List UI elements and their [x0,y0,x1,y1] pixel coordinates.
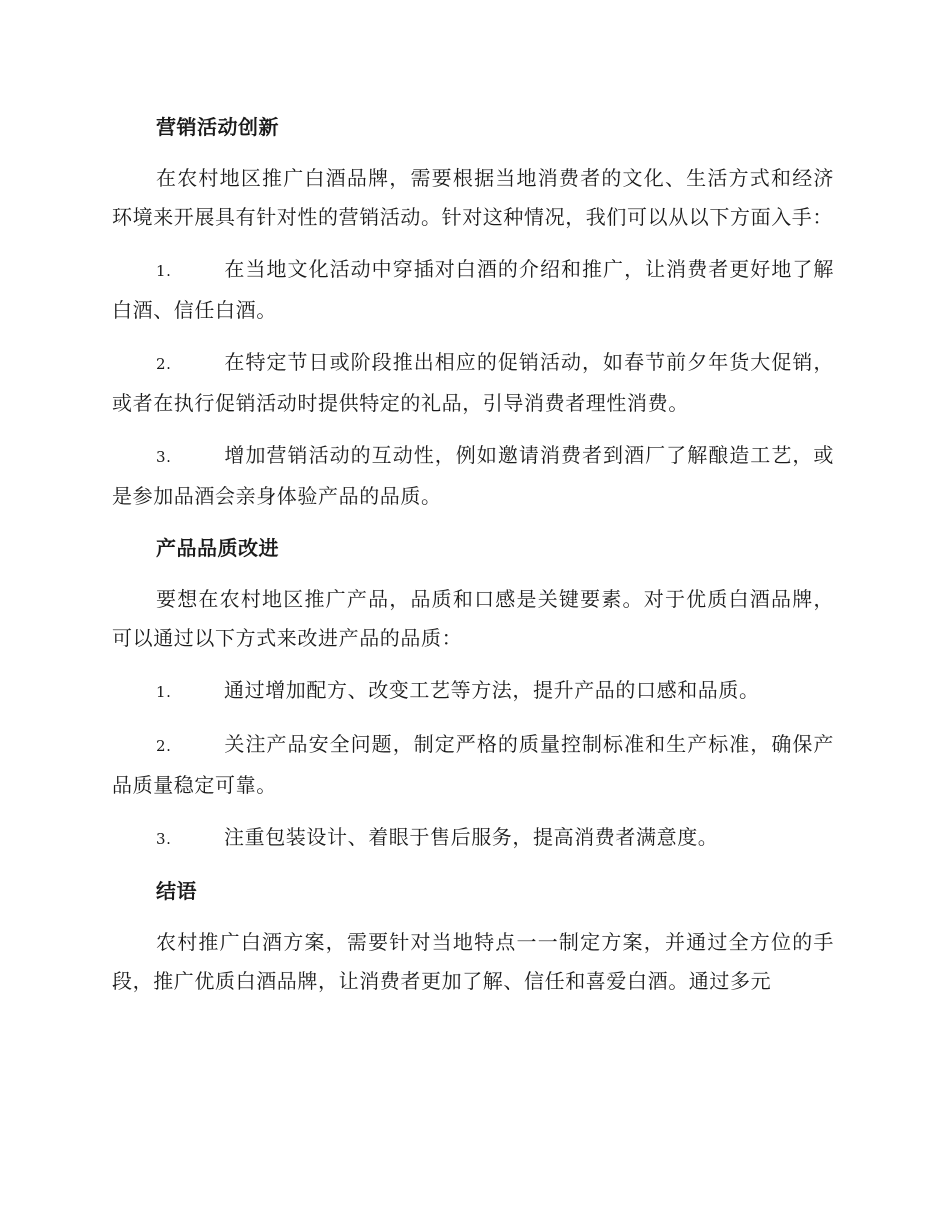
list-item [112,818,834,859]
list-item [112,725,834,805]
list-item-text: 关注产品安全问题，制定严格的质量控制标准和生产标准，确保产品质量稳定可靠。 [112,732,834,797]
section-intro-quality: 要想在农村地区推广产品，品质和口感是关键要素。对于优质白酒品牌，可以通过以下方式来改进产品的品质： [112,587,834,650]
list-number: 2. [156,737,172,755]
list-number: 3. [156,830,172,848]
list-number: 2. [156,355,172,373]
section-intro-marketing: 在农村地区推广白酒品牌，需要根据当地消费者的文化、生活方式和经济环境来开展具有针对性的营销活动。针对这种情况，我们可以从以下方面入手： [112,166,834,229]
document-body [112,108,834,1014]
list-item-text: 在当地文化活动中穿插对白酒的介绍和推广，让消费者更好地了解白酒、信任白酒。 [112,257,834,322]
list-number: 1. [156,683,172,701]
section-intro-conclusion: 农村推广白酒方案，需要针对当地特点一一制定方案，并通过全方位的手段，推广优质白酒品牌，让消费者更加了解、信任和喜爱白酒。通过多元 [112,930,834,993]
list-item-text: 注重包装设计、着眼于售后服务，提高消费者满意度。 [224,825,719,849]
list-item [112,436,834,516]
section-heading-quality: 产品品质改进 [156,536,279,560]
section-heading-conclusion: 结语 [156,879,197,903]
section-heading-marketing: 营销活动创新 [156,115,279,139]
list-number: 3. [156,448,172,466]
list-item-text: 通过增加配方、改变工艺等方法，提升产品的口感和品质。 [224,678,760,702]
list-item [112,343,834,423]
list-number: 1. [156,262,172,280]
list-item-text: 增加营销活动的互动性，例如邀请消费者到酒厂了解酿造工艺，或是参加品酒会亲身体验产品的品质。 [112,443,834,508]
list-item-text: 在特定节日或阶段推出相应的促销活动，如春节前夕年货大促销，或者在执行促销活动时提供特定的礼品，引导消费者理性消费。 [112,350,834,415]
list-item [112,250,834,330]
list-item [112,671,834,712]
